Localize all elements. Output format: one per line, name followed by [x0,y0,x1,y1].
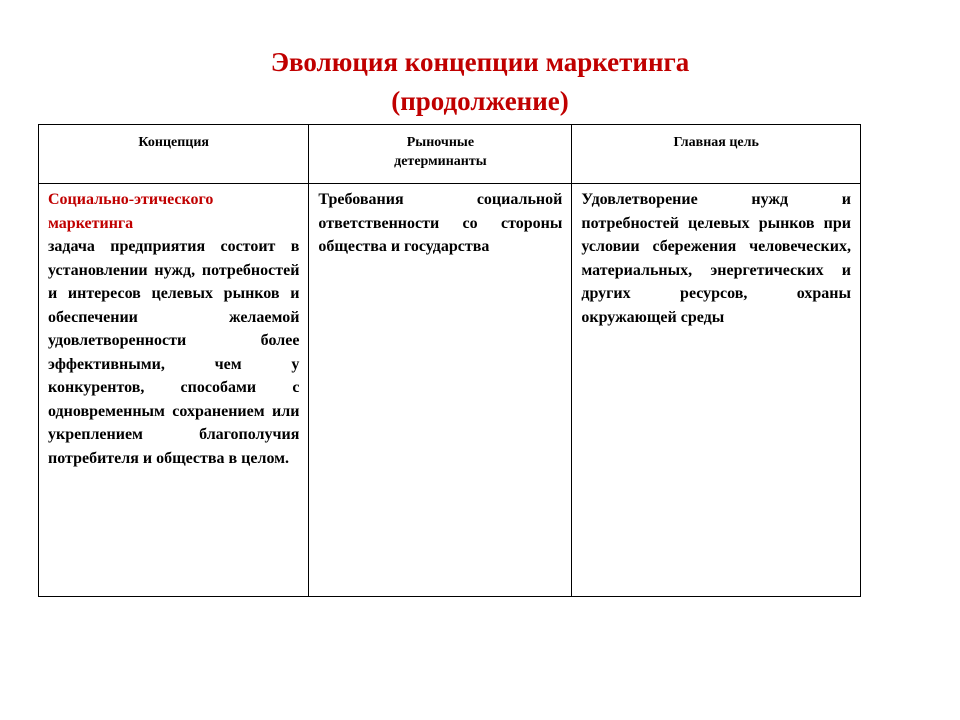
main-goal-text: Удовлетворение нужд и потребностей целевых рынков при условии сбережения человеческих, материальных, энергетических и других ресурсов, охраны окружающей среды [581,191,851,326]
concept-name: Социально-этического маркетинга [48,191,214,232]
concept-table [38,124,861,597]
market-determinants-text: Требования социальной ответственности со стороны общества и государства [318,191,563,255]
header-concept: Концепция [39,125,309,184]
cell-market-determinants [309,184,572,597]
header-market-determinants: Рыночные детерминанты [309,125,572,184]
cell-concept [39,184,309,597]
table-body [39,184,861,597]
table-row [39,184,861,597]
table-header [39,125,861,184]
concept-description: задача предприятия состоит в установлении нужд, потребностей и интересов целевых рынков и обеспечении желаемой удовлетворенности более эффективными, чем у конкурентов, способами с одновременным сохранением или укреплением благополучия потребителя и общества в целом. [48,238,300,467]
header-row [39,125,861,184]
header-main-goal: Главная цель [572,125,861,184]
slide-subtitle: (продолжение) [391,86,569,116]
cell-main-goal [572,184,861,597]
slide-title: Эволюция концепции маркетинга [270,47,690,77]
